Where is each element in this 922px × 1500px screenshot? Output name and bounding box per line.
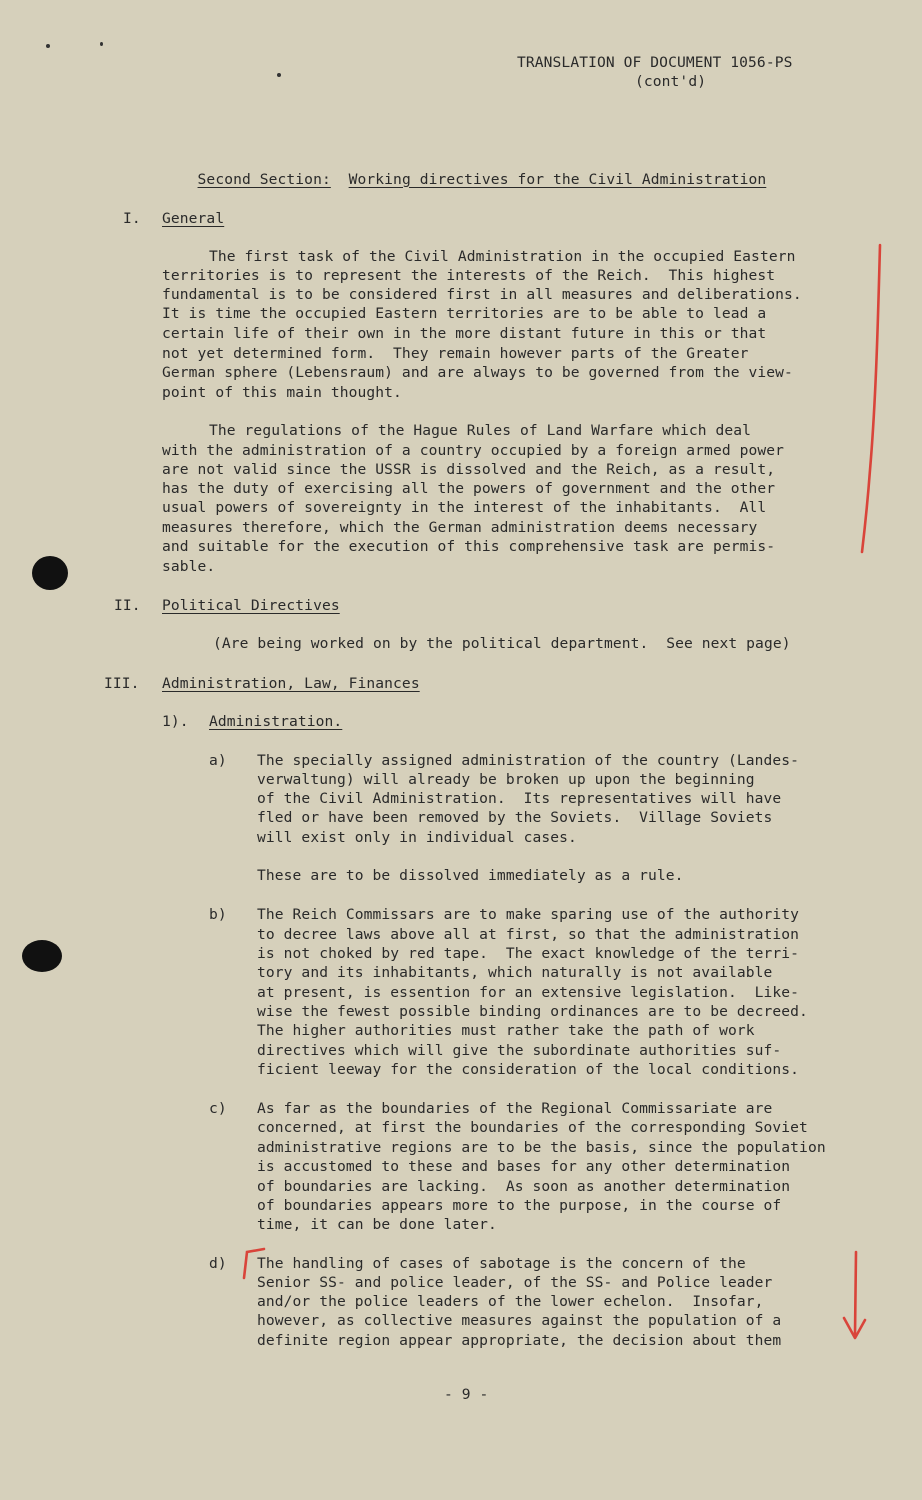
item-line: concerned, at first the boundaries of the corresponding Soviet [257,1119,808,1136]
punch-hole [32,556,68,590]
ink-speck [46,44,50,48]
punch-hole [22,940,62,972]
part3-title: Administration, Law, Finances [162,675,420,692]
paragraph-line: measures therefore, which the German administration deems necessary [162,519,758,536]
section-heading [162,150,766,209]
part1-number: I. [123,210,141,227]
paragraph-line: German sphere (Lebensraum) and are always to be governed from the view- [162,364,793,381]
item-line: time, it can be done later. [257,1216,497,1233]
paragraph-line: certain life of their own in the more distant future in this or that [162,325,767,342]
paragraph-line: has the duty of exercising all the powers of government and the other [162,480,776,497]
item-line: at present, is essention for an extensive legislation. Like- [257,984,800,1001]
item-line: to decree laws above all at first, so that the administration [257,926,800,943]
item-line: is not choked by red tape. The exact knowledge of the terri- [257,945,800,962]
red-pencil-bracket [238,1246,268,1282]
item-line: directives which will give the subordinate authorities suf- [257,1042,782,1059]
page-number: - 9 - [444,1386,489,1403]
item-followup: These are to be dissolved immediately as a rule. [257,867,684,884]
paragraph-line: territories is to represent the interests of the Reich. This highest [162,267,776,284]
paragraph-line: fundamental is to be considered first in all measures and deliberations. [162,286,802,303]
item-line: of the Civil Administration. Its representatives will have [257,790,782,807]
part2-note: (Are being worked on by the political department. See next page) [213,635,791,652]
paragraph-line: not yet determined form. They remain however parts of the Greater [162,345,749,362]
document-header-cont: (cont'd) [635,73,707,90]
subsection-number: 1). [162,713,189,730]
item-line: The handling of cases of sabotage is the concern of the [257,1255,746,1272]
part2-title: Political Directives [162,597,340,614]
item-line: will exist only in individual cases. [257,829,577,846]
paragraph-line: with the administration of a country occupied by a foreign armed power [162,442,785,459]
item-line: The higher authorities must rather take the path of work [257,1022,755,1039]
item-line: and/or the police leaders of the lower echelon. Insofar, [257,1293,764,1310]
item-line: is accustomed to these and bases for any other determination [257,1158,791,1175]
item-line: As far as the boundaries of the Regional Commissariate are [257,1100,773,1117]
paragraph-line: The regulations of the Hague Rules of Land Warfare which deal [209,422,752,439]
item-line: Senior SS- and police leader, of the SS- and Police leader [257,1274,773,1291]
part2-number: II. [114,597,141,614]
ink-speck [100,42,103,46]
item-line: ficient leeway for the consideration of the local conditions. [257,1061,800,1078]
paragraph-line: usual powers of sovereignty in the interest of the inhabitants. All [162,499,767,516]
paragraph-line: It is time the occupied Eastern territories are to be able to lead a [162,305,767,322]
paragraph-line: The first task of the Civil Administration in the occupied Eastern [209,248,796,265]
item-line: wise the fewest possible binding ordinances are to be decreed. [257,1003,808,1020]
item-label: b) [209,906,227,923]
section-title: Working directives for the Civil Administration [348,170,767,188]
item-line: tory and its inhabitants, which naturally is not available [257,964,773,981]
item-line: fled or have been removed by the Soviets. Village Soviets [257,809,773,826]
document-header: TRANSLATION OF DOCUMENT 1056-PS [517,54,793,71]
part1-title: General [162,210,225,227]
subsection-title: Administration. [209,713,343,730]
item-line: administrative regions are to be the basis, since the population [257,1139,826,1156]
paragraph-line: are not valid since the USSR is dissolved and the Reich, as a result, [162,461,776,478]
item-line: definite region appear appropriate, the decision about them [257,1332,782,1349]
paragraph-line: sable. [162,558,216,575]
item-line: of boundaries appears more to the purpose, in the course of [257,1197,782,1214]
item-line: The Reich Commissars are to make sparing use of the authority [257,906,800,923]
paragraph-line: point of this main thought. [162,384,402,401]
item-label: a) [209,752,227,769]
item-line: of boundaries are lacking. As soon as another determination [257,1178,791,1195]
paragraph-line: and suitable for the execution of this comprehensive task are permis- [162,538,776,555]
item-line: however, as collective measures against the population of a [257,1312,782,1329]
section-label: Second Section: [197,170,331,188]
item-line: The specially assigned administration of the country (Landes- [257,752,800,769]
red-pencil-arrow [838,1248,874,1344]
part3-number: III. [104,675,140,692]
item-label: d) [209,1255,227,1272]
red-pencil-margin-mark [850,240,890,560]
ink-speck [277,73,281,77]
item-line: verwaltung) will already be broken up upon the beginning [257,771,755,788]
item-label: c) [209,1100,227,1117]
